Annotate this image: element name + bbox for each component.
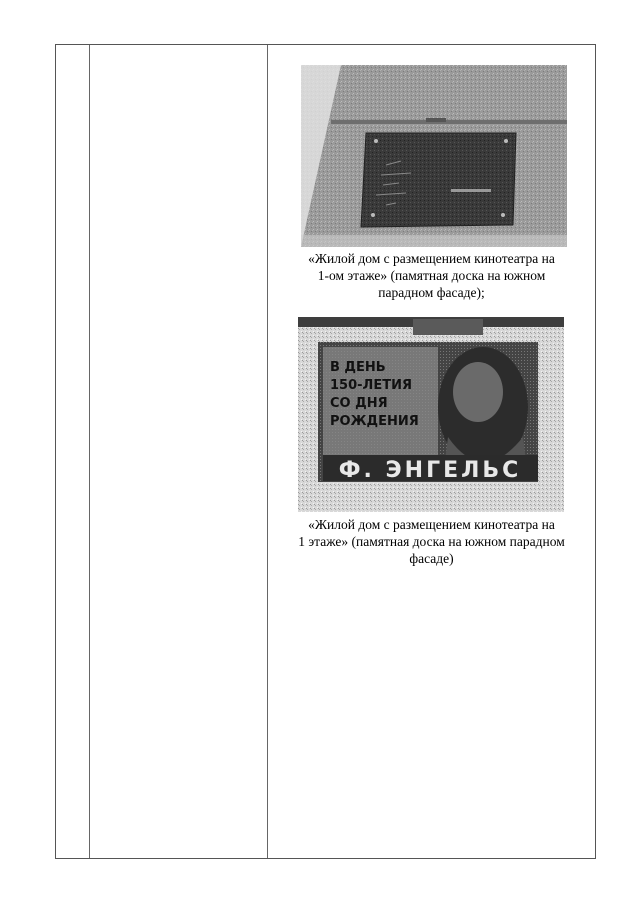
column-divider-1 (89, 45, 90, 858)
document-table (55, 44, 596, 859)
photo-caption-1 (268, 250, 595, 301)
caption-2-line-2: 1 этаже» (памятная доска на южном парадном (298, 534, 565, 549)
caption-2-line-3: фасаде) (409, 551, 454, 566)
caption-1-line-2: 1-ом этаже» (памятная доска на южном (317, 268, 546, 283)
memorial-plaque-photo-2 (298, 317, 564, 512)
plaque-line-4: РОЖДЕНИЯ (330, 414, 419, 429)
photo-caption-2 (268, 516, 595, 567)
photo-cell (268, 45, 595, 858)
plaque-name: Ф. ЭНГЕЛЬС (338, 458, 522, 483)
plaque-line-1: В ДЕНЬ (330, 360, 386, 375)
memorial-plaque-photo-1 (301, 65, 567, 247)
caption-1-line-1: «Жилой дом с размещением кинотеатра на (308, 251, 555, 266)
caption-1-line-3: парадном фасаде); (378, 285, 485, 300)
plaque-line-2: 150-ЛЕТИЯ (330, 378, 412, 393)
caption-2-line-1: «Жилой дом с размещением кинотеатра на (308, 517, 555, 532)
plaque-line-3: СО ДНЯ (330, 396, 388, 411)
